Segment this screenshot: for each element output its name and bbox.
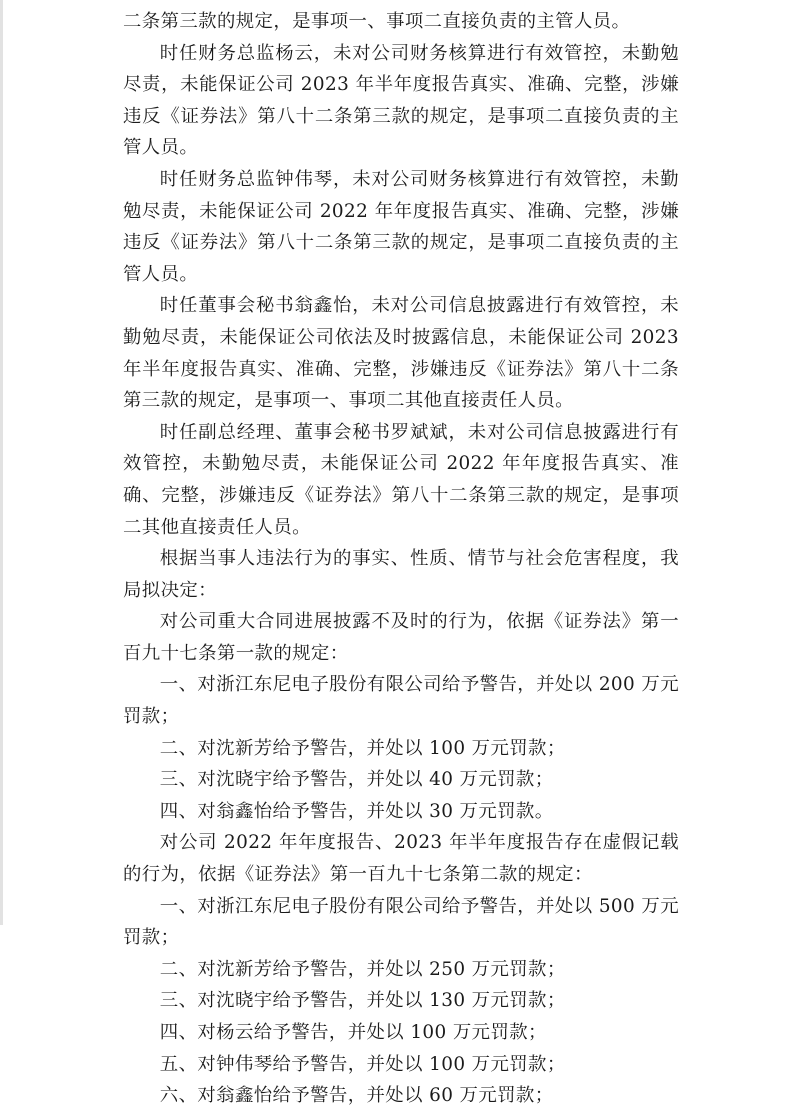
page-edge-shadow (0, 0, 3, 925)
penalty-item: 五、对钟伟琴给予警告，并处以 100 万元罚款； (159, 1053, 566, 1075)
penalty-list-1 (123, 669, 679, 827)
penalty-item: 四、对杨云给予警告，并处以 100 万元罚款； (159, 1022, 547, 1043)
penalty-item: 六、对翁鑫怡给予警告，并处以 60 万元罚款； (159, 1085, 554, 1107)
paragraph-contract-disclosure: 对公司重大合同进展披露不及时的行为，依据《证券法》第一百九十七条第一款的规定： (123, 611, 679, 664)
paragraph-false-records: 对公司 2022 年年度报告、2023 年半年度报告存在虚假记载的行为，依据《证券法》第一百九十七条第二款的规定： (123, 832, 679, 886)
paragraph-continuation: 二条第三款的规定，是事项一、事项二直接负责的主管人员。 (123, 11, 631, 32)
paragraph-weng-xinyi: 时任董事会秘书翁鑫怡，未对公司信息披露进行有效管控，未勤勉尽责，未能保证公司依法及时披露信息，未能保证公司 2023 年半年度报告真实、准确、完整，涉嫌违反《证券法》第八十二条第三款的规定，是事项一、事项二其他直接责任人员。 (123, 295, 679, 412)
penalty-list-2 (123, 891, 679, 1112)
penalty-item: 三、对沈晓宇给予警告，并处以 40 万元罚款； (159, 769, 554, 791)
paragraph-decision-intro: 根据当事人违法行为的事实、性质、情节与社会危害程度，我局拟决定： (123, 548, 679, 601)
penalty-item: 一、对浙江东尼电子股份有限公司给予警告，并处以 200 万元罚款； (123, 674, 679, 728)
penalty-item: 二、对沈新芳给予警告，并处以 100 万元罚款； (159, 737, 566, 759)
penalty-item: 四、对翁鑫怡给予警告，并处以 30 万元罚款。 (159, 800, 554, 822)
penalty-item: 二、对沈新芳给予警告，并处以 250 万元罚款； (159, 958, 566, 980)
paragraph-yang-yun: 时任财务总监杨云，未对公司财务核算进行有效管控，未勤勉尽责，未能保证公司 2023 年半年度报告真实、准确、完整，涉嫌违反《证券法》第八十二条第三款的规定，是事项二直接负责的主管人员。 (123, 42, 679, 159)
penalty-item: 三、对沈晓宇给予警告，并处以 130 万元罚款； (159, 990, 566, 1012)
paragraph-luo-binbin: 时任副总经理、董事会秘书罗斌斌，未对公司信息披露进行有效管控，未勤勉尽责，未能保证公司 2022 年年度报告真实、准确、完整，涉嫌违反《证券法》第八十二条第三款的规定，是事项二其他直接责任人员。 (123, 421, 679, 538)
penalty-item: 一、对浙江东尼电子股份有限公司给予警告，并处以 500 万元罚款； (123, 895, 679, 949)
paragraph-zhong-weiqin: 时任财务总监钟伟琴，未对公司财务核算进行有效管控，未勤勉尽责，未能保证公司 2022 年年度报告真实、准确、完整，涉嫌违反《证券法》第八十二条第三款的规定，是事项二直接负责的主管人员。 (123, 168, 679, 285)
document-page (123, 6, 679, 1112)
